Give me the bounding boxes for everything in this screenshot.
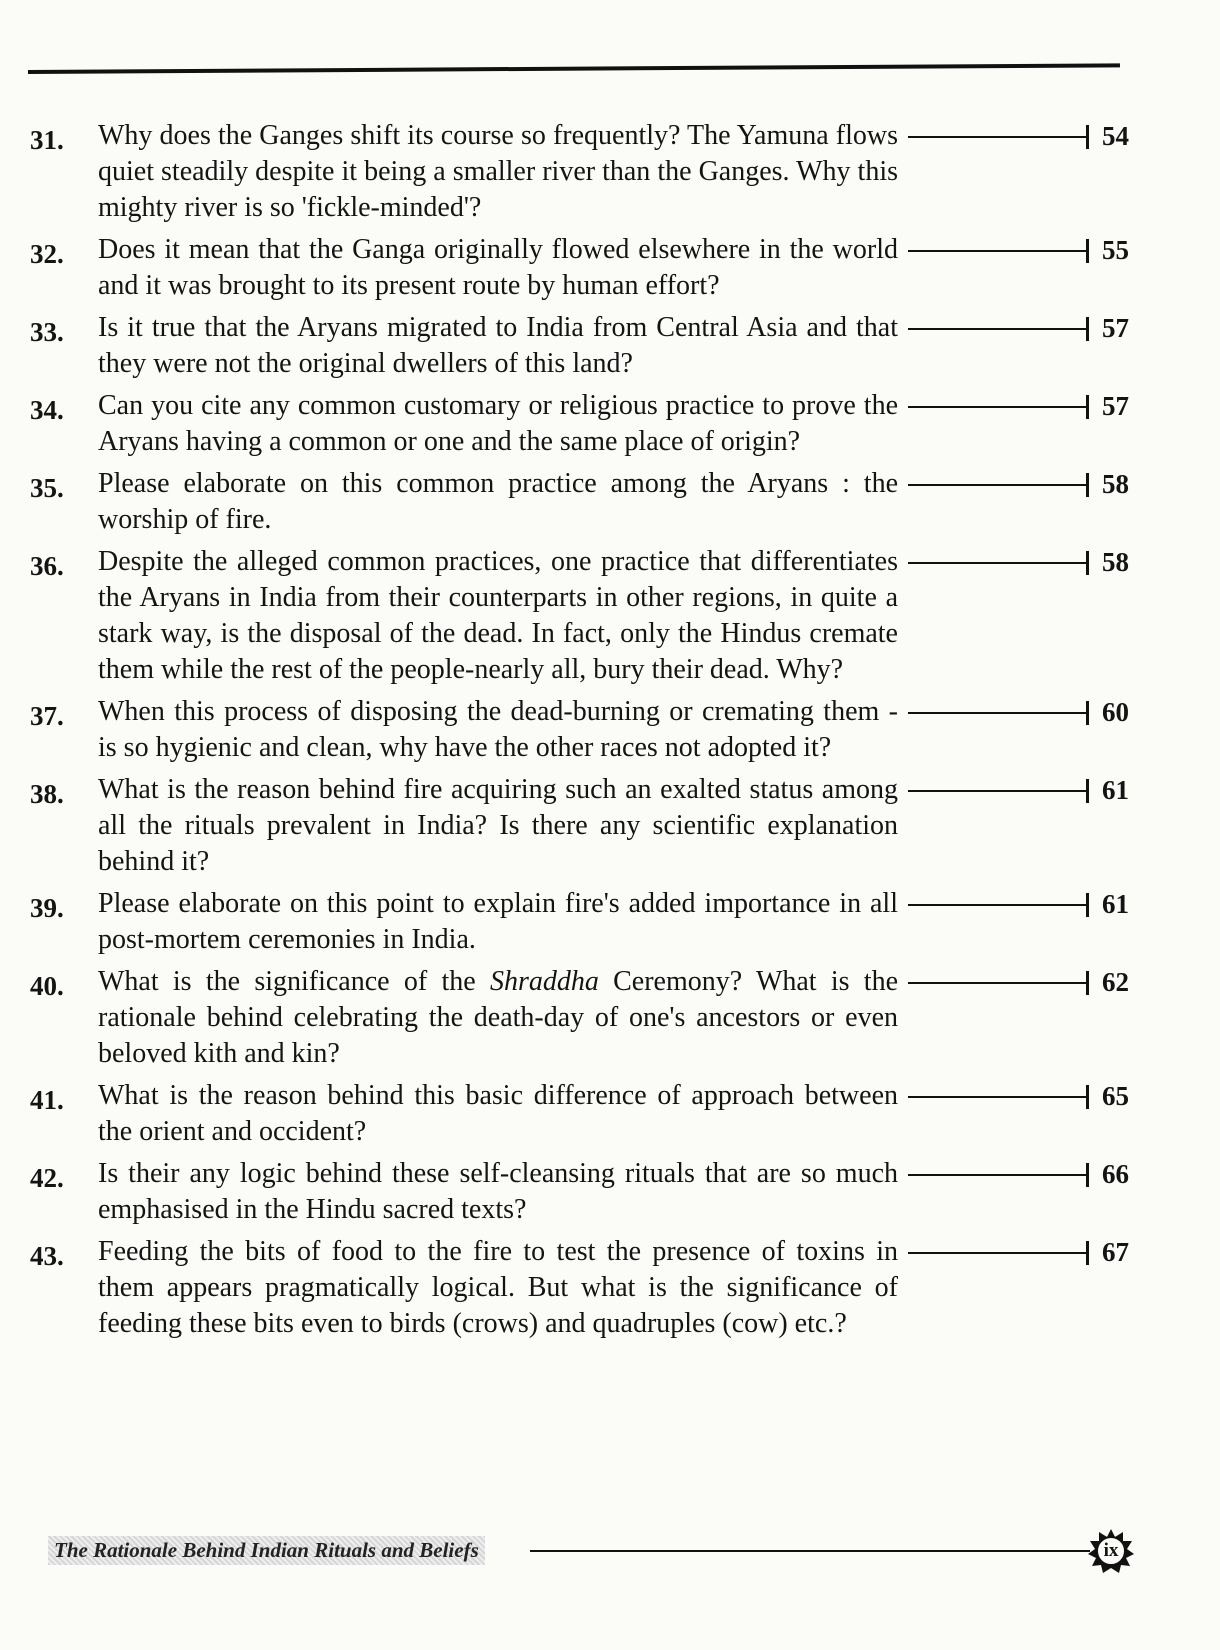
entry-number: 42. [30, 1163, 64, 1193]
entry-page-number: 67 [1102, 1237, 1129, 1267]
toc-entry-42[interactable] [30, 1156, 1140, 1228]
page-number-badge [1088, 1528, 1134, 1574]
entry-number: 33. [30, 317, 64, 347]
entry-question: When this process of disposing the dead-burning or cremating them - is so hygienic and clean, why have the other races not adopted it? [98, 696, 898, 763]
entry-page-number: 54 [1102, 121, 1129, 151]
leader-line [908, 701, 1093, 725]
entry-number: 31. [30, 125, 64, 155]
toc-entry-36[interactable] [30, 544, 1140, 688]
entry-page-number: 58 [1102, 469, 1129, 499]
leader-line [908, 395, 1093, 419]
entry-question: What is the reason behind fire acquiring such an exalted status among all the rituals prevalent in India? Is there any scientific explanation behind it? [98, 774, 898, 877]
leader-line [908, 893, 1093, 917]
page-number: ix [1103, 1540, 1119, 1561]
entry-page-number: 61 [1102, 889, 1129, 919]
toc-entry-41[interactable] [30, 1078, 1140, 1150]
entry-question: Feeding the bits of food to the fire to test the presence of toxins in them appears pragmatically logical. But what is the significance of feeding these bits even to birds (crows) and quadruples (cow) etc.? [98, 1236, 898, 1339]
entry-question: Can you cite any common customary or religious practice to prove the Aryans having a common or one and the same place of origin? [98, 390, 898, 457]
leader-line [908, 473, 1093, 497]
entry-page-number: 60 [1102, 697, 1129, 727]
entry-number: 43. [30, 1241, 64, 1271]
entry-page-number: 66 [1102, 1159, 1129, 1189]
entry-number: 41. [30, 1085, 64, 1115]
entry-question: Please elaborate on this point to explain fire's added importance in all post-mortem ceremonies in India. [98, 888, 898, 955]
toc-entry-38[interactable] [30, 772, 1140, 880]
footer-rule [530, 1550, 1090, 1552]
leader-line [908, 551, 1093, 575]
entry-number: 39. [30, 893, 64, 923]
table-of-contents [30, 118, 1140, 1348]
entry-number: 34. [30, 395, 64, 425]
toc-entry-39[interactable] [30, 886, 1140, 958]
entry-page-number: 65 [1102, 1081, 1129, 1111]
entry-number: 40. [30, 971, 64, 1001]
entry-question: Does it mean that the Ganga originally flowed elsewhere in the world and it was brought to its present route by human effort? [98, 234, 898, 301]
leader-line [908, 1085, 1093, 1109]
entry-question: Why does the Ganges shift its course so frequently? The Yamuna flows quiet steadily despite it being a smaller river than the Ganges. Why this mighty river is so 'fickle-minded'? [98, 120, 898, 223]
entry-page-number: 55 [1102, 235, 1129, 265]
toc-entry-31[interactable] [30, 118, 1140, 226]
entry-question: What is the reason behind this basic difference of approach between the orient and occident? [98, 1080, 898, 1147]
entry-page-number: 62 [1102, 967, 1129, 997]
leader-line [908, 779, 1093, 803]
leader-line [908, 971, 1093, 995]
top-rule [28, 63, 1120, 74]
leader-line [908, 239, 1093, 263]
toc-entry-43[interactable] [30, 1234, 1140, 1342]
entry-page-number: 61 [1102, 775, 1129, 805]
leader-line [908, 317, 1093, 341]
toc-entry-37[interactable] [30, 694, 1140, 766]
entry-question: Is it true that the Aryans migrated to India from Central Asia and that they were not the original dwellers of this land? [98, 312, 898, 379]
entry-number: 38. [30, 779, 64, 809]
entry-question: Despite the alleged common practices, one practice that differentiates the Aryans in India from their counterparts in other regions, in quite a stark way, is the disposal of the dead. In fact, only the Hindus cremate them while the rest of the people-nearly all, bury their dead. Why? [98, 546, 898, 685]
entry-number: 36. [30, 551, 64, 581]
entry-page-number: 57 [1102, 313, 1129, 343]
leader-line [908, 1241, 1093, 1265]
entry-question: What is the significance of the Shraddha Ceremony? What is the rationale behind celebrating the death-day of one's ancestors or even beloved kith and kin? [98, 966, 898, 1069]
leader-line [908, 1163, 1093, 1187]
entry-page-number: 57 [1102, 391, 1129, 421]
entry-number: 37. [30, 701, 64, 731]
toc-entry-32[interactable] [30, 232, 1140, 304]
entry-question: Is their any logic behind these self-cleansing rituals that are so much emphasised in the Hindu sacred texts? [98, 1158, 898, 1225]
toc-entry-34[interactable] [30, 388, 1140, 460]
book-title: The Rationale Behind Indian Rituals and Beliefs [48, 1536, 485, 1565]
toc-entry-33[interactable] [30, 310, 1140, 382]
entry-number: 32. [30, 239, 64, 269]
toc-entry-35[interactable] [30, 466, 1140, 538]
entry-page-number: 58 [1102, 547, 1129, 577]
toc-entry-40[interactable] [30, 964, 1140, 1072]
entry-number: 35. [30, 473, 64, 503]
entry-question: Please elaborate on this common practice among the Aryans : the worship of fire. [98, 468, 898, 535]
page-footer [48, 1528, 1148, 1578]
leader-line [908, 125, 1093, 149]
